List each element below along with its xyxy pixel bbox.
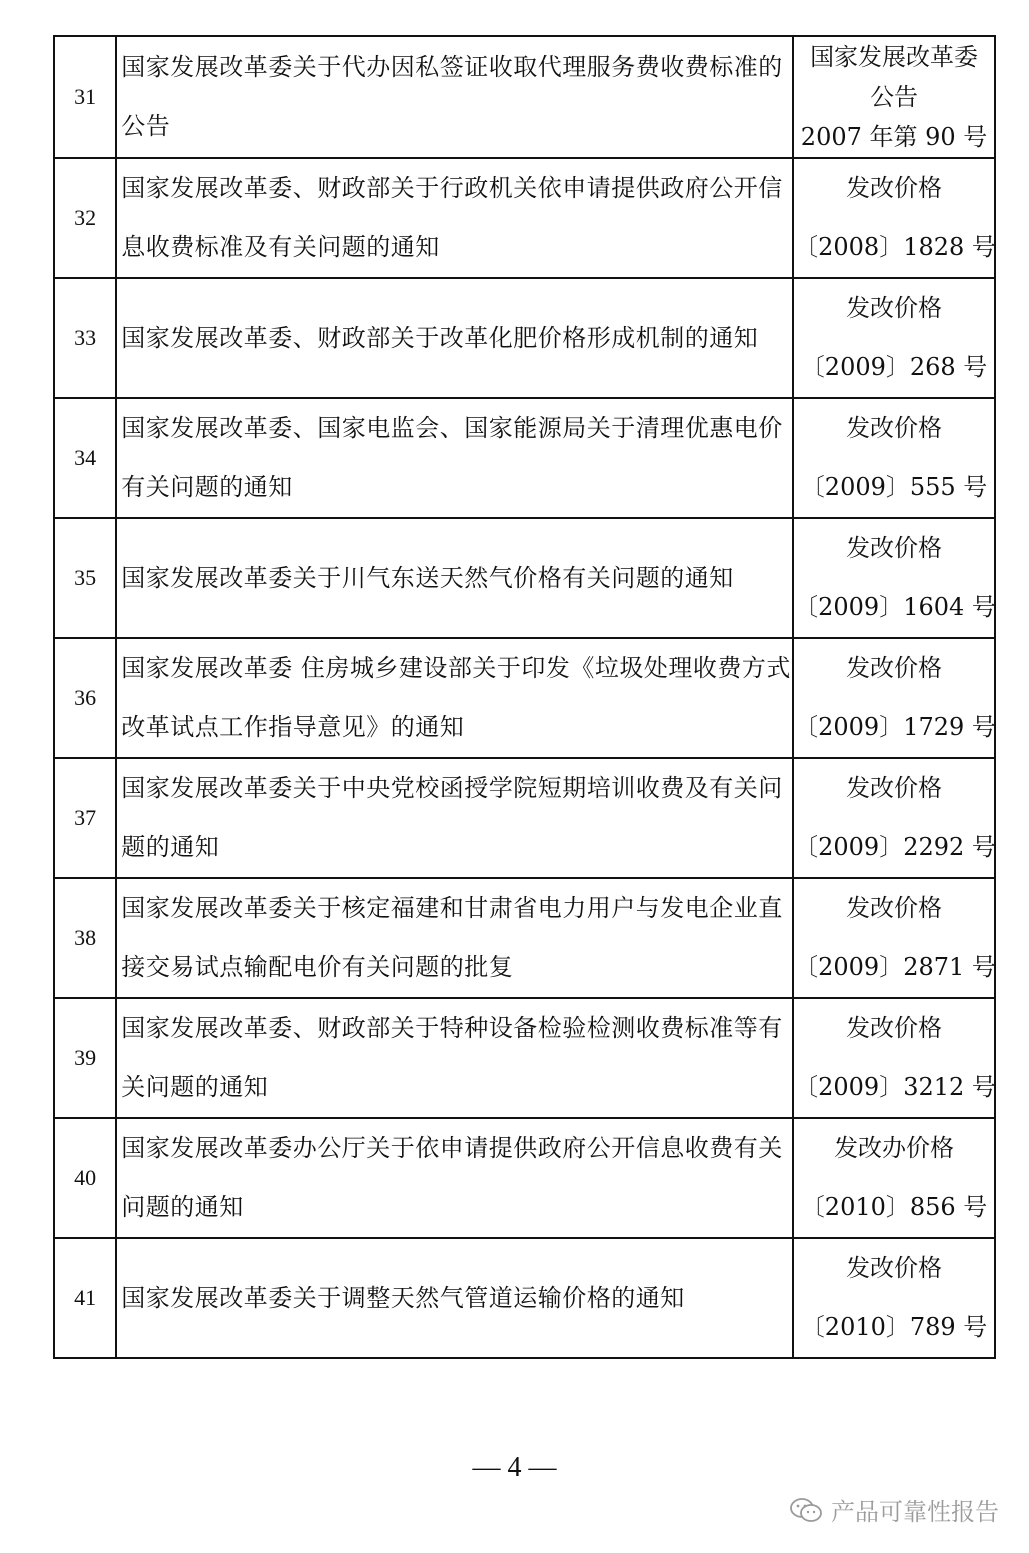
wechat-icon: [789, 1497, 823, 1523]
document-number-line: 〔2010〕856 号: [800, 1193, 988, 1221]
document-number-line: 发改价格: [846, 534, 943, 562]
document-title: 国家发展改革委关于川气东送天然气价格有关问题的通知: [116, 518, 793, 638]
document-number: [793, 278, 995, 398]
document-number-line: 〔2009〕555 号: [800, 473, 988, 501]
row-number: 37: [54, 758, 116, 878]
document-number-line: 〔2009〕2871 号: [794, 953, 996, 981]
document-number-line: 发改价格: [846, 174, 943, 202]
row-number: 35: [54, 518, 116, 638]
document-number-line: 发改价格: [846, 654, 943, 682]
row-number: 41: [54, 1238, 116, 1358]
document-number-line: 发改价格: [846, 294, 943, 322]
document-number-line: 发改价格: [846, 1254, 943, 1282]
row-number: 40: [54, 1118, 116, 1238]
document-number: [793, 158, 995, 278]
document-title: 国家发展改革委 住房城乡建设部关于印发《垃圾处理收费方式改革试点工作指导意见》的通知: [116, 638, 793, 758]
document-title: 国家发展改革委、财政部关于特种设备检验检测收费标准等有关问题的通知: [116, 998, 793, 1118]
document-number-line: 〔2009〕1604 号: [794, 593, 996, 621]
regulation-table: [53, 35, 996, 1359]
table-row: [54, 638, 995, 758]
row-number: 31: [54, 36, 116, 158]
table-row: [54, 998, 995, 1118]
row-number: 39: [54, 998, 116, 1118]
document-number-line: 〔2009〕1729 号: [794, 713, 996, 741]
row-number: 33: [54, 278, 116, 398]
document-number-line: 发改办价格: [834, 1134, 955, 1162]
document-number-line: 2007 年第 90 号: [800, 123, 988, 151]
row-number: 36: [54, 638, 116, 758]
document-title: 国家发展改革委关于中央党校函授学院短期培训收费及有关问题的通知: [116, 758, 793, 878]
document-number: [793, 638, 995, 758]
document-number-line: 公告: [870, 83, 919, 111]
table-row: [54, 158, 995, 278]
document-number: [793, 878, 995, 998]
document-number: [793, 758, 995, 878]
table-row: [54, 36, 995, 158]
watermark-text: 产品可靠性报告: [831, 1498, 999, 1526]
document-number-line: 〔2009〕268 号: [800, 353, 988, 381]
document-number-line: 发改价格: [846, 774, 943, 802]
row-number: 38: [54, 878, 116, 998]
table-row: [54, 1238, 995, 1358]
document-title: 国家发展改革委、财政部关于改革化肥价格形成机制的通知: [116, 278, 793, 398]
watermark: [789, 1492, 999, 1527]
row-number: 32: [54, 158, 116, 278]
document-number: [793, 1238, 995, 1358]
document-number-line: 发改价格: [846, 1014, 943, 1042]
document-title: 国家发展改革委关于核定福建和甘肃省电力用户与发电企业直接交易试点输配电价有关问题的批复: [116, 878, 793, 998]
document-title: 国家发展改革委关于代办因私签证收取代理服务费收费标准的公告: [116, 36, 793, 158]
table-row: [54, 278, 995, 398]
document-number-line: 发改价格: [846, 414, 943, 442]
row-number: 34: [54, 398, 116, 518]
document-number: [793, 998, 995, 1118]
document-number: [793, 36, 995, 158]
document-number-line: 发改价格: [846, 894, 943, 922]
table-row: [54, 518, 995, 638]
table-row: [54, 878, 995, 998]
document-number: [793, 398, 995, 518]
regulation-table-body: [54, 36, 995, 1358]
document-title: 国家发展改革委、财政部关于行政机关依申请提供政府公开信息收费标准及有关问题的通知: [116, 158, 793, 278]
document-number-line: 国家发展改革委: [810, 43, 979, 71]
document-number-line: 〔2009〕3212 号: [794, 1073, 996, 1101]
page-number: — 4 —: [472, 1452, 557, 1483]
document-number-line: 〔2010〕789 号: [800, 1313, 988, 1341]
table-row: [54, 398, 995, 518]
document-number: [793, 1118, 995, 1238]
document-number: [793, 518, 995, 638]
document-title: 国家发展改革委办公厅关于依申请提供政府公开信息收费有关问题的通知: [116, 1118, 793, 1238]
document-number-line: 〔2008〕1828 号: [794, 233, 996, 261]
document-title: 国家发展改革委、国家电监会、国家能源局关于清理优惠电价有关问题的通知: [116, 398, 793, 518]
document-number-line: 〔2009〕2292 号: [794, 833, 996, 861]
table-row: [54, 1118, 995, 1238]
table-row: [54, 758, 995, 878]
document-title: 国家发展改革委关于调整天然气管道运输价格的通知: [116, 1238, 793, 1358]
